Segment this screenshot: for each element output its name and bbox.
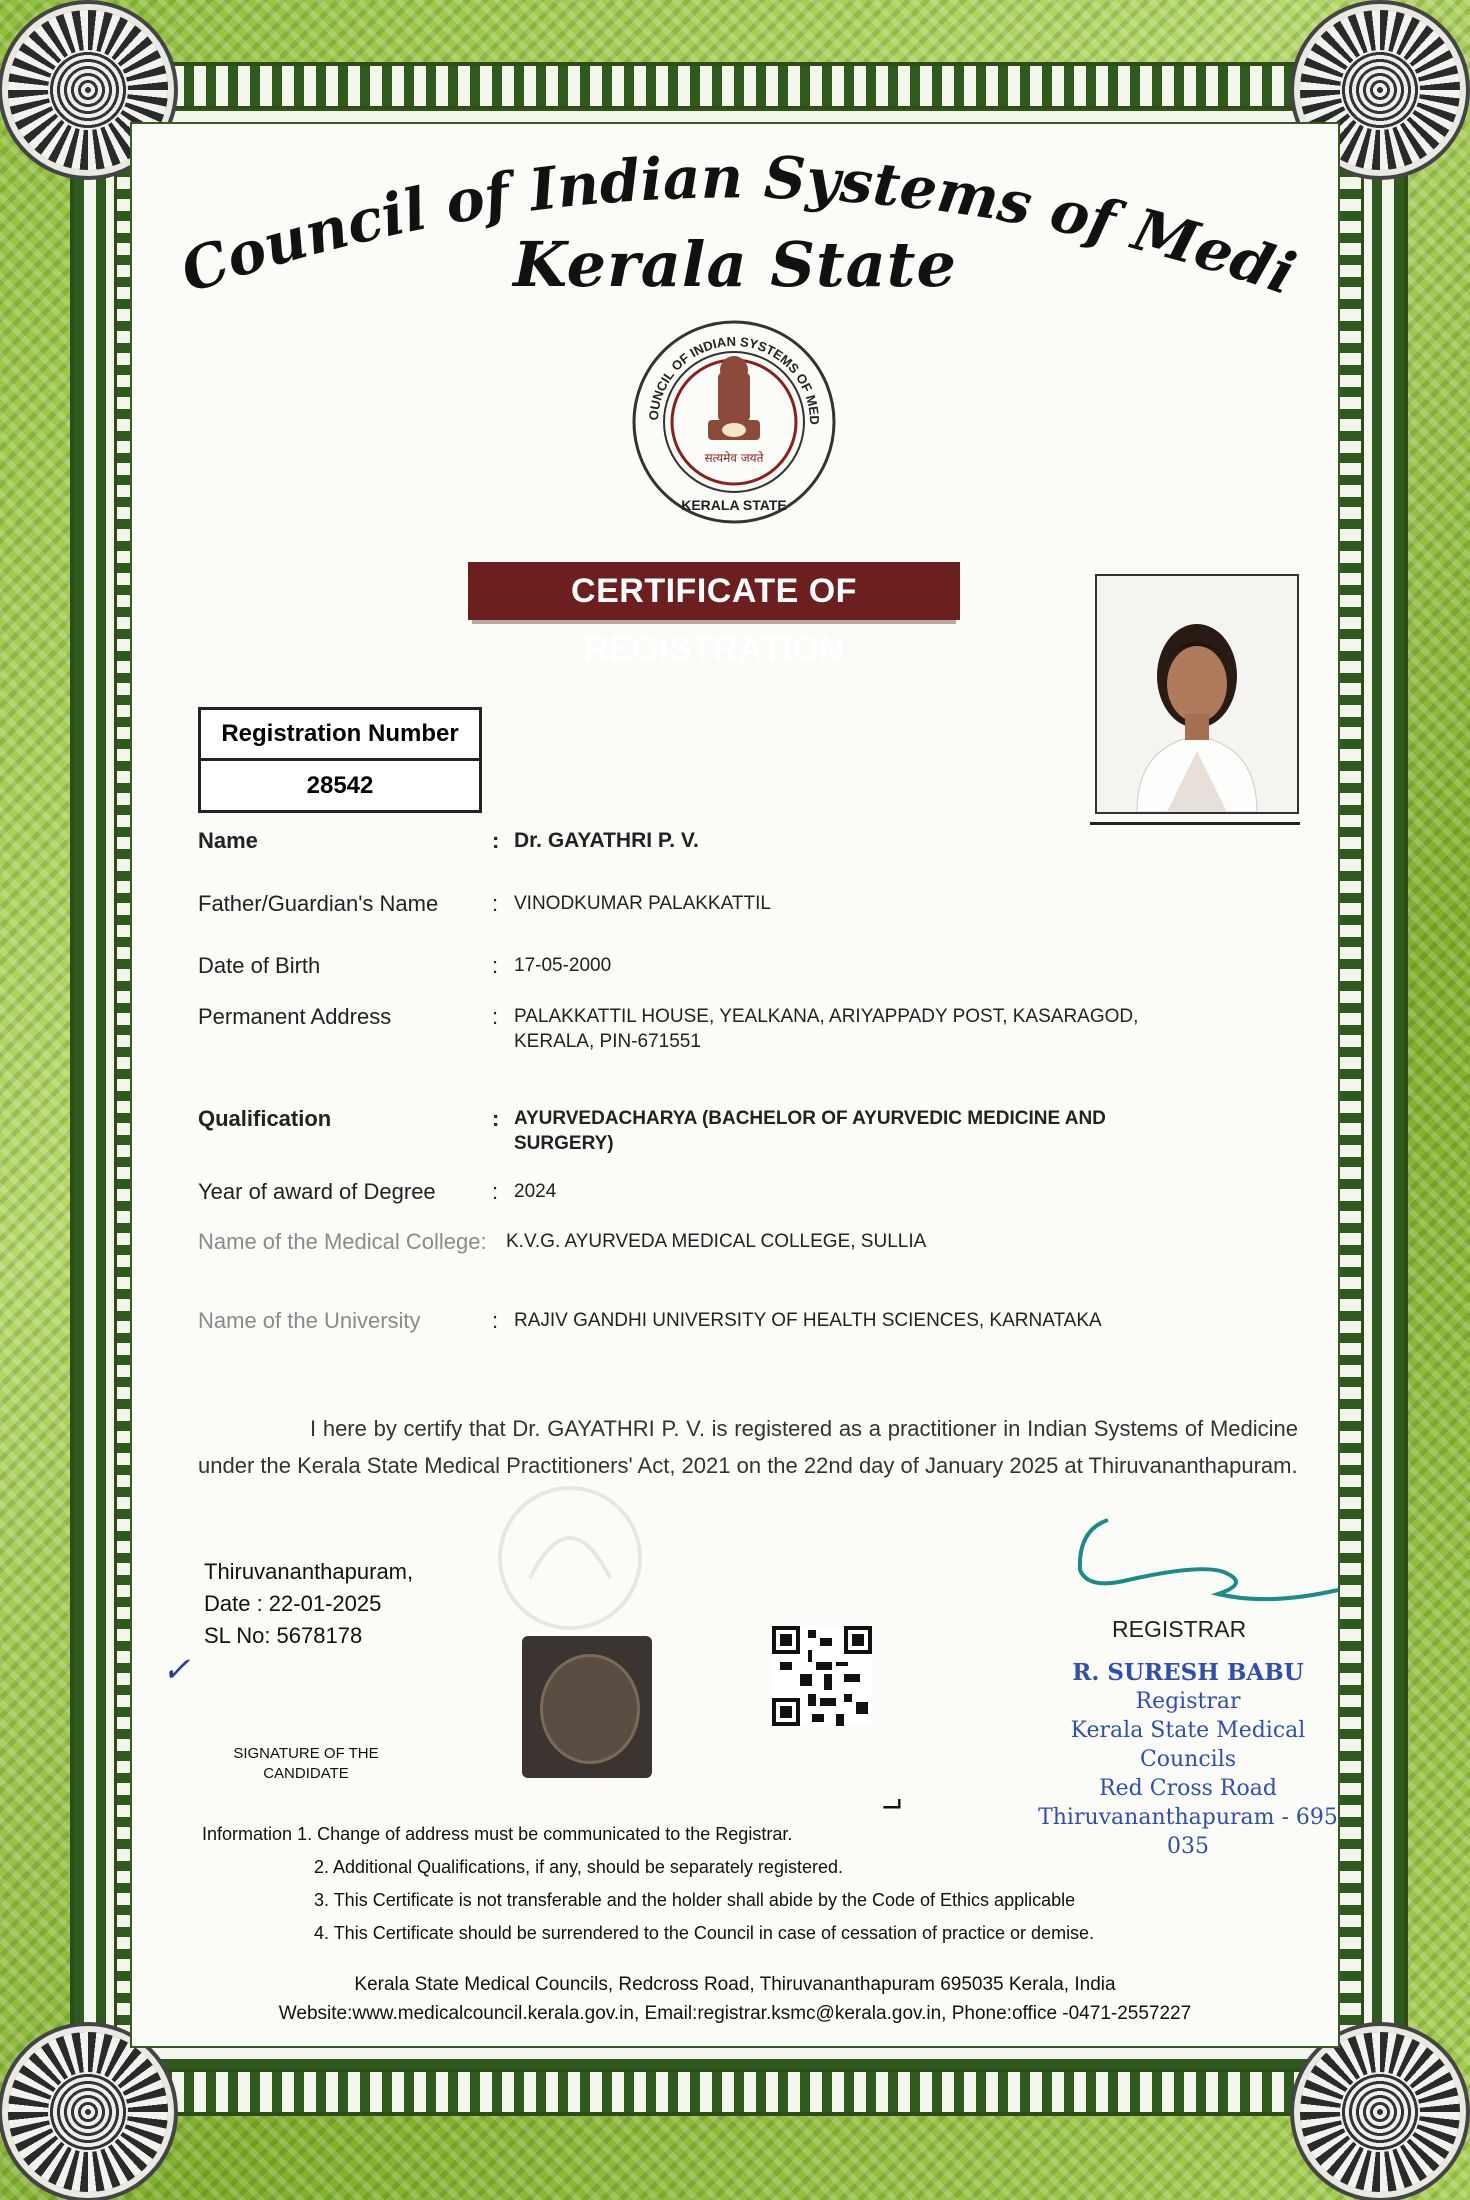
registrar-label: REGISTRAR — [1112, 1616, 1247, 1642]
corner-rosette-icon — [8, 2032, 168, 2192]
field-label: Permanent Address — [198, 1004, 392, 1029]
field-value: Dr. GAYATHRI P. V. — [514, 829, 699, 852]
serial-number: SL No: 5678178 — [204, 1623, 363, 1648]
field-label: Name of the Medical College: — [198, 1229, 487, 1254]
photo-underline — [1090, 822, 1300, 825]
state-title: Kerala State — [513, 228, 957, 301]
information-list: Information 1. Change of address must be communicated to the Registrar. 2. Additional Qualifications, if any, should be separately registered. 3. This Certificate is not transferable and the holder shall abide by the Code of Ethics applicable 4. This Certificate should be surrendered to the Council in case of cessation of practice or demise. — [202, 1824, 1095, 1943]
field-value: VINODKUMAR PALAKKATTIL — [514, 893, 771, 914]
issue-date: Date : 22-01-2025 — [204, 1591, 382, 1616]
corner-rosette-icon — [1300, 2032, 1460, 2192]
hologram-stamp — [522, 1636, 652, 1778]
registration-number-box — [198, 707, 482, 813]
council-seal — [628, 310, 840, 540]
registration-number-label: Registration Number — [201, 710, 479, 761]
svg-text:THE COUNCIL OF INDIAN SYSTEMS: OUNCIL OF INDIAN SYSTEMS OF MED — [645, 333, 823, 425]
field-value: AYURVEDACHARYA (BACHELOR OF AYURVEDIC MEDICINE AND SURGERY) — [514, 1108, 1106, 1154]
field-value: RAJIV GANDHI UNIVERSITY OF HEALTH SCIENCES, KARNATAKA — [514, 1310, 1102, 1331]
candidate-signature-label: SIGNATURE OF THE CANDIDATE — [233, 1745, 379, 1782]
svg-text:सत्यमेव जयते: सत्यमेव जयते — [704, 451, 764, 465]
field-value: 2024 — [514, 1181, 557, 1202]
watermark-emblem-icon — [470, 1478, 670, 1638]
tick-mark-icon: ✓ — [162, 1650, 191, 1690]
council-footer: Kerala State Medical Councils, Redcross Road, Thiruvananthapuram 695035 Kerala, India Website:www.medicalcouncil.kerala.gov.in, Email:registrar.ksmc@kerala.gov.in, Phone:office -0471-2557227 — [278, 1974, 1192, 2024]
svg-text:The Council of Indian Systems: Council of Indian Systems of Medi — [172, 143, 1304, 295]
issue-details — [204, 1556, 413, 1652]
registrar-stamp: R. SURESH BABU Registrar Kerala State Medical Councils Red Cross Road Thiruvananthapuram - 695 035 — [1038, 1659, 1338, 1859]
field-label: Date of Birth — [198, 953, 321, 978]
field-value: K.V.G. AYURVEDA MEDICAL COLLEGE, SULLIA — [506, 1231, 927, 1252]
certificate-page: Council of Indian Systems of Medi Kerala State OUNCIL OF INDIAN SYSTEMS OF MED सत्यमेव जयते KERALA STATE CERTIFICATE OF REGISTRATION Registration Number 28542 Name : Dr. GAYATHRI P. V. Father/Guardian's Name : VINODKUMAR PALAKKATTIL Date of Birth : 17-05-2000 Permanent Address : PALAKKATTIL HOUSE, YEALKANA, ARIYAPPADY POST, KASARAGOD, KERALA, PIN-671551 Qualification : AYURVEDACHARYA (BACHELOR OF AYURVEDIC MEDICINE AND SURGERY) Year of award of Degree : 2024 Name of the Medical College: K.V.G. AYURVEDA MEDICAL COLLEGE, SULLIA Name of the University : RAJIV GANDHI UNIVERSITY OF HEALTH SCIENCES, KARNATAKA I here by certify that Dr. GAYATHRI P. V. is registered as a practitioner in Indian Systems of Medicine under the Kerala State Medical Practitioners' Act, 2021 on the 22nd day of January 2025 at Thiruvananthapuram. Thiruvananthapuram, Date : 22-01-2025 SL No: 5678178 ✓ SIGNATURE OF THE CANDIDATE REGISTRAR R. SURESH BABU Registrar Kerala State Medical Councils Red Cross Road Thiruvananthapuram - 695 035 ⨼ Information 1. Change of address must be communicated to the Registrar. 2. Additional Qualifications, if any, should be separately registered. 3. This Certificate is not transferable and the holder shall abide by the Code of Ethics applicable 4. This Certificate should be surrendered to the Council in case of cessation of practice or demise. Kerala State Medical Councils, Redcross Road, Thiruvananthapuram 695035 Kerala, India Website:www.medicalcouncil.kerala.gov.in, Email:registrar.ksmc@kerala.gov.in, Phone:office -0471-2557227 — [0, 0, 1470, 2200]
issue-place: Thiruvananthapuram, — [204, 1559, 414, 1584]
certificate-banner: CERTIFICATE OF REGISTRATION — [468, 562, 960, 620]
field-label: Name — [198, 828, 258, 853]
certification-statement: I here by certify that Dr. GAYATHRI P. V. is registered as a practitioner in Indian Systems of Medicine under the Kerala State Medical Practitioners' Act, 2021 on the 22nd day of January 2025 at Thiruvananthapuram. — [198, 1416, 1298, 1478]
field-value: 17-05-2000 — [514, 955, 612, 976]
field-label: Year of award of Degree — [198, 1179, 436, 1204]
field-label: Name of the University — [198, 1308, 421, 1333]
candidate-photo — [1095, 574, 1299, 814]
field-value: PALAKKATTIL HOUSE, YEALKANA, ARIYAPPADY POST, KASARAGOD, KERALA, PIN-671551 — [514, 1006, 1139, 1052]
registration-number-value: 28542 — [306, 772, 374, 799]
field-label: Father/Guardian's Name — [198, 891, 439, 916]
information-lead: Information — [202, 1824, 293, 1844]
field-label: Qualification — [198, 1106, 332, 1131]
registrar-signature-icon — [1068, 1510, 1348, 1620]
pen-mark-icon: ⨼ — [882, 1780, 902, 1818]
svg-text:KERALA STATE: KERALA STATE — [681, 497, 787, 513]
qr-code-icon — [772, 1623, 872, 1729]
